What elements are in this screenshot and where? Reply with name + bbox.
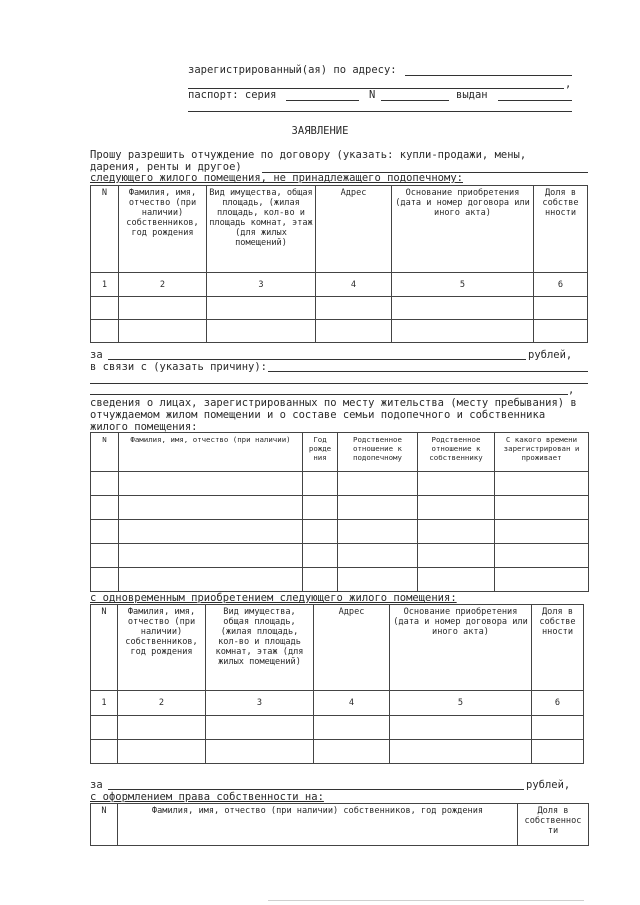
ownership-table <box>90 803 589 846</box>
address-comma: , <box>565 78 572 90</box>
ownership-label: с оформлением права собственности на: <box>90 791 324 803</box>
col-header-number: N <box>91 186 119 273</box>
request-line-1: Прошу разрешить отчуждение по договору (указать: купли-продажи, мены, <box>90 149 527 161</box>
scan-edge-divider <box>268 900 584 901</box>
col-header-full-name: Фамилия, имя, отчество (при наличии) <box>119 433 303 472</box>
col-header-owners: Фамилия, имя, отчество (при наличии) собственников, год рождения <box>118 804 518 846</box>
property-table-1 <box>90 185 588 343</box>
table-number-row <box>91 273 588 297</box>
request-line-3: следующего жилого помещения, не принадлежащего подопечному: <box>90 172 463 184</box>
col-header-address: Адрес <box>316 186 392 273</box>
price-rub-label: рублей, <box>528 349 573 361</box>
table-row[interactable] <box>91 320 588 343</box>
reason-line-3[interactable] <box>90 394 568 395</box>
passport-number-line[interactable] <box>381 100 449 101</box>
col-number-cell: 5 <box>392 273 534 297</box>
col-number-cell: 2 <box>119 273 207 297</box>
table-row[interactable] <box>91 520 589 544</box>
table-row[interactable] <box>91 496 589 520</box>
acquisition-label: с одновременным приобретением следующего жилого помещения: <box>90 592 457 604</box>
table-header-row <box>91 804 589 846</box>
table-header-row <box>91 605 584 691</box>
reason-comma: , <box>568 384 575 396</box>
col-header-registered-since: С какого времени зарегистрирован и проживает <box>495 433 589 472</box>
table-row[interactable] <box>91 472 589 496</box>
col-header-share: Доля в собственнос ти <box>518 804 589 846</box>
col-number-cell: 6 <box>534 273 588 297</box>
col-number-cell: 3 <box>207 273 316 297</box>
reason-line-1[interactable] <box>268 371 588 372</box>
col-header-number: N <box>91 433 119 472</box>
reason-line-2[interactable] <box>90 383 588 384</box>
col-header-owners: Фамилия, имя, отчество (при наличии) собственников, год рождения <box>118 605 206 691</box>
col-number-cell: 5 <box>390 691 532 716</box>
col-header-number: N <box>91 605 118 691</box>
price-rub-label-2: рублей, <box>526 779 571 791</box>
col-header-acquisition-basis: Основание приобретения (дата и номер договора или иного акта) <box>392 186 534 273</box>
property-table-2 <box>90 604 584 764</box>
passport-series-label: паспорт: серия <box>188 89 277 101</box>
passport-issued-line-2[interactable] <box>188 111 572 112</box>
col-number-cell: 3 <box>206 691 314 716</box>
col-header-relation-owner: Родственное отношение к собственнику <box>418 433 495 472</box>
price-for-label-2: за <box>90 779 103 791</box>
request-line-2: дарения, ренты и другое) <box>90 161 242 173</box>
residents-line-1: сведения о лицах, зарегистрированных по месту жительства (месту пребывания) в <box>90 397 577 409</box>
table-row[interactable] <box>91 740 584 764</box>
reason-label: в связи с (указать причину): <box>90 361 268 373</box>
col-header-relation-ward: Родственное отношение к подопечному <box>338 433 418 472</box>
passport-issued-line[interactable] <box>498 100 572 101</box>
price-for-label: за <box>90 349 103 361</box>
col-number-cell: 1 <box>91 273 119 297</box>
residents-line-2: отчуждаемом жилом помещении и о составе семьи подопечного и собственника <box>90 409 546 421</box>
table-row[interactable] <box>91 568 589 592</box>
price-line-1[interactable] <box>108 359 526 360</box>
passport-number-label: N <box>369 89 376 101</box>
col-number-cell: 2 <box>118 691 206 716</box>
col-header-owners: Фамилия, имя, отчество (при наличии) собственников, год рождения <box>119 186 207 273</box>
col-header-number: N <box>91 804 118 846</box>
passport-issued-label: выдан <box>456 89 488 101</box>
registered-address-label: зарегистрированный(ая) по адресу: <box>188 64 397 76</box>
col-header-property-type: Вид имущества, общая площадь, (жилая площадь, кол-во и площадь комнат, этаж (для жилых помещений) <box>207 186 316 273</box>
col-header-share: Доля в собстве нности <box>532 605 584 691</box>
col-number-cell: 4 <box>314 691 390 716</box>
table-header-row <box>91 186 588 273</box>
col-number-cell: 6 <box>532 691 584 716</box>
table-header-row <box>91 433 589 472</box>
col-number-cell: 4 <box>316 273 392 297</box>
price-line-2[interactable] <box>108 789 524 790</box>
address-line-1[interactable] <box>405 75 572 76</box>
table-row[interactable] <box>91 716 584 740</box>
table-row[interactable] <box>91 297 588 320</box>
col-header-birth-year: Год рожде ния <box>303 433 338 472</box>
col-header-share: Доля в собстве нности <box>534 186 588 273</box>
col-header-address: Адрес <box>314 605 390 691</box>
residents-line-3: жилого помещения: <box>90 421 198 433</box>
table-number-row <box>91 691 584 716</box>
passport-series-line[interactable] <box>286 100 359 101</box>
col-header-acquisition-basis: Основание приобретения (дата и номер договора или иного акта) <box>390 605 532 691</box>
residents-table <box>90 432 589 592</box>
table-row[interactable] <box>91 544 589 568</box>
document-title: ЗАЯВЛЕНИЕ <box>291 125 349 137</box>
col-header-property-type: Вид имущества, общая площадь, (жилая площадь, кол-во и площадь комнат, этаж (для жилых помещений) <box>206 605 314 691</box>
col-number-cell: 1 <box>91 691 118 716</box>
